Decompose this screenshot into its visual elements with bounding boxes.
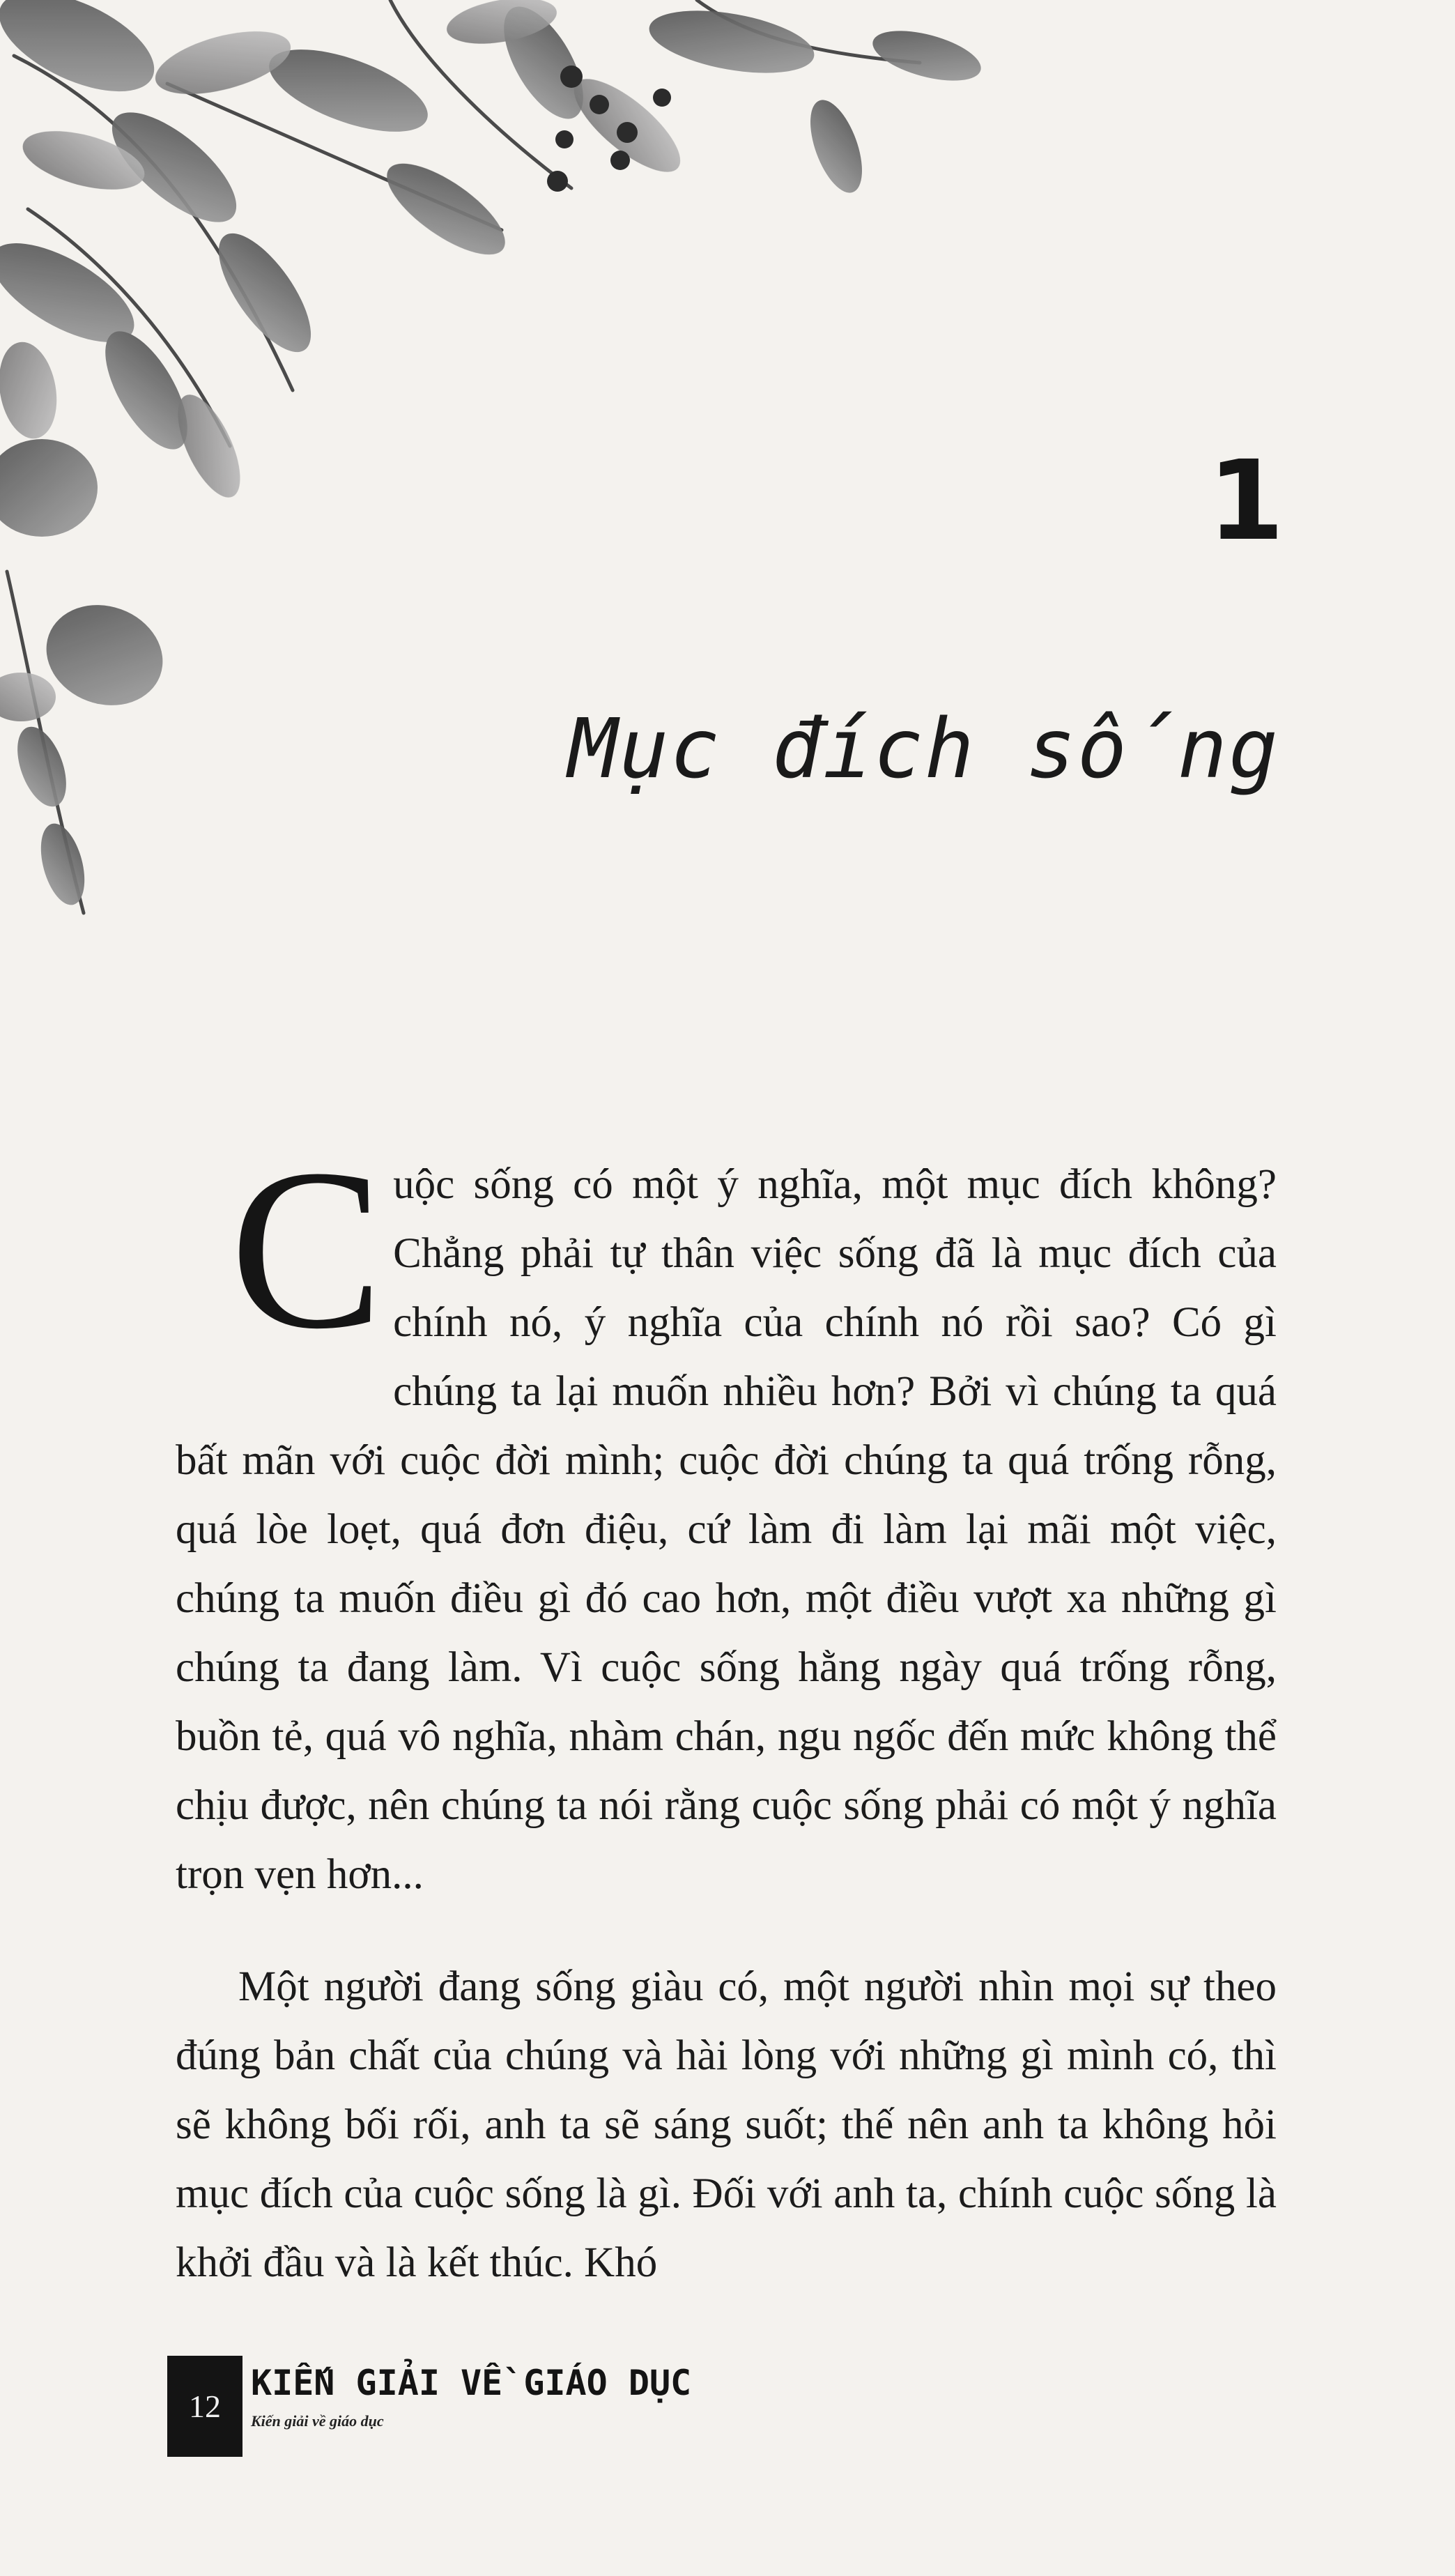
paragraph-1-text: uộc sống có một ý nghĩa, một mục đích không? Chẳng phải tự thân việc sống đã là mục đích của chính nó, ý nghĩa của chính nó rồi sao? Có gì chúng ta lại muốn nhiều hơn? Bởi vì chúng ta quá bất mãn với cuộc đời mình; cuộc đời chúng ta quá trống rỗng, quá lòe loẹt, quá đơn điệu, cứ làm đi làm lại mãi một việc, chúng ta muốn điều gì đó cao hơn, một điều vượt xa những gì chúng ta đang làm. Vì cuộc sống hằng ngày quá trống rỗng, buồn tẻ, quá vô nghĩa, nhàm chán, ngu ngốc đến mức không thể chịu được, nên chúng ta nói rằng cuộc sống phải có một ý nghĩa trọn vẹn hơn... xyxy=(176,1161,1277,1898)
paragraph-1 xyxy=(176,1122,1277,1909)
chapter-number: 1 xyxy=(1208,437,1284,565)
page-footer xyxy=(167,2356,691,2457)
drop-cap: C xyxy=(230,1122,384,1377)
running-title xyxy=(251,2356,691,2430)
book-subtitle: Kiến giải về giáo dục xyxy=(251,2412,384,2430)
body-text xyxy=(176,1122,1277,2297)
paragraph-2: Một người đang sống giàu có, một người nhìn mọi sự theo đúng bản chất của chúng và hài lòng với những gì mình có, thì sẽ không bối rối, anh ta sẽ sáng suốt; thế nên anh ta không hỏi mục đích của cuộc sống là gì. Đối với anh ta, chính cuộc sống là khởi đầu và là kết thúc. Khó xyxy=(176,1963,1277,2286)
page-number: 12 xyxy=(167,2356,243,2457)
book-title: KIẾN GIẢI VỀ GIÁO DỤC xyxy=(251,2363,692,2403)
chapter-title: Mục đích sống xyxy=(568,700,1279,797)
